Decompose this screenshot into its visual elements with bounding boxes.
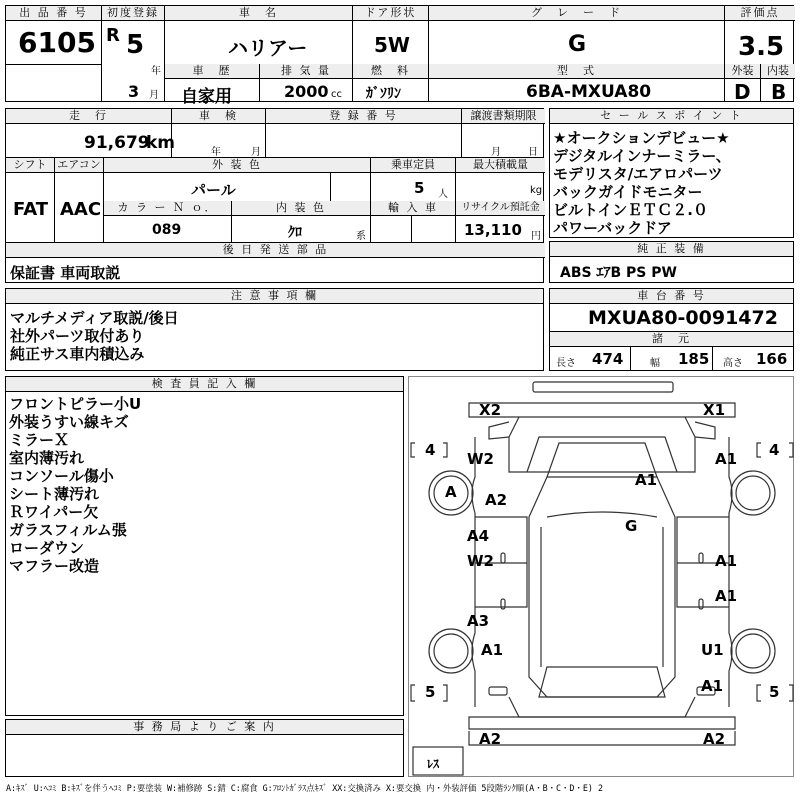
office-label: 事 務 局 よ り ご 案 内 bbox=[6, 720, 403, 735]
reg-no-label: 登 録 番 号 bbox=[266, 109, 461, 124]
caution-block bbox=[5, 288, 544, 371]
genuine-equipment-block bbox=[549, 241, 794, 283]
model-label: 型 式 bbox=[429, 64, 724, 79]
transfer-day-unit: 日 bbox=[528, 147, 538, 158]
sales-point: パワーバックドア bbox=[553, 219, 672, 237]
era: R bbox=[106, 25, 120, 46]
mark-a3: A3 bbox=[467, 612, 490, 630]
caution-item: 純正サス車内積込み bbox=[10, 345, 145, 363]
mark-u1: U1 bbox=[701, 641, 724, 659]
recycle-unit: 円 bbox=[531, 231, 541, 242]
inspector-item: 室内薄汚れ bbox=[9, 449, 85, 467]
mark-a2-bottom-left: A2 bbox=[479, 730, 502, 748]
mark-a-circle: A bbox=[445, 483, 457, 501]
length-label: 長さ bbox=[556, 358, 576, 369]
ac: AAC bbox=[60, 199, 102, 220]
sales-points-block bbox=[549, 108, 794, 238]
car-name-label: 車 名 bbox=[165, 6, 352, 21]
inspector-item: ガラスフィルム張 bbox=[9, 521, 127, 539]
inspector-item: 外装うすい線キズ bbox=[9, 413, 129, 431]
ext-color: パール bbox=[191, 181, 236, 199]
tire-tread-fr: 4 bbox=[769, 441, 780, 459]
office-block bbox=[5, 719, 404, 777]
history-label: 車 歴 bbox=[165, 64, 259, 79]
inspection-year-unit: 年 bbox=[211, 147, 221, 158]
shift-label: シフト bbox=[6, 158, 54, 173]
mileage-unit: km bbox=[146, 133, 176, 153]
caution-item: マルチメディア取説/後日 bbox=[10, 309, 179, 327]
sales-point: デジタルインナーミラー、 bbox=[553, 147, 731, 165]
inspector-list bbox=[9, 395, 141, 575]
year: 5 bbox=[126, 30, 145, 60]
caution-item: 社外パーツ取付あり bbox=[10, 327, 145, 345]
mark-a1-left-low: A1 bbox=[481, 641, 504, 659]
inspector-item: Ｒワイパー欠 bbox=[9, 503, 99, 521]
vehicle-info-block bbox=[5, 108, 544, 283]
caution-label: 注 意 事 項 欄 bbox=[6, 289, 543, 304]
mark-a1-right-1: A1 bbox=[715, 552, 738, 570]
fuel-label: 燃 料 bbox=[353, 64, 428, 79]
mark-w2-top: W2 bbox=[467, 450, 494, 468]
grade: G bbox=[568, 32, 587, 57]
model: 6BA-MXUA80 bbox=[526, 82, 652, 102]
score: 3.5 bbox=[738, 32, 785, 62]
max-load-label: 最大積載量 bbox=[456, 158, 545, 173]
door-label: ドア形状 bbox=[353, 6, 428, 21]
inspector-block bbox=[5, 376, 404, 716]
fuel: ｶﾞｿﾘﾝ bbox=[366, 86, 401, 102]
sales-point: モデリスタ/エアロパーツ bbox=[553, 165, 723, 183]
sales-points-list bbox=[553, 129, 731, 237]
chassis-block bbox=[549, 288, 794, 371]
door: 5W bbox=[374, 33, 410, 57]
mark-x1: X1 bbox=[703, 401, 726, 419]
lot-label: 出 品 番 号 bbox=[6, 6, 101, 21]
capacity-label: 乗車定員 bbox=[371, 158, 455, 173]
shift: FAT bbox=[13, 199, 49, 220]
mark-a2-bottom-right: A2 bbox=[703, 730, 726, 748]
history: 自家用 bbox=[181, 87, 232, 107]
mark-a1-right-2: A1 bbox=[715, 587, 738, 605]
mark-a2-left: A2 bbox=[485, 491, 508, 509]
dims-label: 諸 元 bbox=[550, 332, 793, 347]
ext-color-label: 外 装 色 bbox=[104, 158, 370, 173]
height-label: 高さ bbox=[723, 358, 743, 369]
capacity-unit: 人 bbox=[438, 189, 448, 200]
spare-tire-mark: ﾚｽ bbox=[427, 757, 440, 771]
displacement-label: 排 気 量 bbox=[260, 64, 352, 79]
chassis-number: MXUA80-0091472 bbox=[588, 307, 778, 329]
interior-label: 内装 bbox=[761, 64, 795, 79]
genuine-equipment: ABS ｴｱB PS PW bbox=[560, 265, 677, 281]
width-label: 幅 bbox=[650, 358, 660, 369]
inspector-item: ローダウン bbox=[9, 539, 85, 557]
color-no-label: カ ラ ー Ｎ ｏ． bbox=[104, 201, 231, 216]
mark-g: G bbox=[625, 517, 638, 535]
ac-label: エアコン bbox=[55, 158, 103, 173]
interior-score: B bbox=[771, 80, 787, 104]
header-block bbox=[5, 5, 794, 107]
mileage: 91,679 bbox=[84, 133, 150, 153]
later-parts: 保証書 車両取説 bbox=[10, 264, 121, 282]
mark-a1-roof: A1 bbox=[635, 471, 658, 489]
sales-point: ビルトインＥＴＣ２.０ bbox=[553, 201, 708, 219]
inspector-item: シート薄汚れ bbox=[9, 485, 100, 503]
later-parts-label: 後 日 発 送 部 品 bbox=[6, 243, 545, 258]
inspector-item: コンソール傷小 bbox=[9, 467, 114, 485]
inspector-label: 検 査 員 記 入 欄 bbox=[6, 377, 403, 392]
width: 185 bbox=[678, 350, 710, 368]
sales-point: ★オークションデビュー★ bbox=[553, 129, 730, 147]
length: 474 bbox=[592, 350, 624, 368]
score-label: 評価点 bbox=[725, 6, 795, 21]
sales-points-label: セ ー ル ス ポ イ ン ト bbox=[550, 109, 793, 124]
month: 3 bbox=[128, 82, 140, 101]
lot-number: 6105 bbox=[18, 26, 96, 59]
mark-a1-rear-right: A1 bbox=[701, 677, 724, 695]
genuine-label: 純 正 装 備 bbox=[550, 242, 793, 257]
recycle: 13,110 bbox=[464, 221, 522, 239]
chassis-label: 車 台 番 号 bbox=[550, 289, 793, 304]
mark-a4: A4 bbox=[467, 527, 490, 545]
mark-w2-side: W2 bbox=[467, 552, 494, 570]
inspection-month-unit: 月 bbox=[251, 147, 261, 158]
exterior-label: 外装 bbox=[725, 64, 760, 79]
height: 166 bbox=[756, 350, 788, 368]
legend: A:ｷｽﾞ U:ﾍｺﾐ B:ｷｽﾞを伴うﾍｺﾐ P:要塗装 W:補修跡 S:錆 C:腐食 G:ﾌﾛﾝﾄｶﾞﾗｽ点ｷｽﾞ XX:交換済み X:要交換 内・外装評価 5段階ﾗﾝｸ順(A・B・C・D・E) 2 bbox=[6, 783, 604, 793]
max-load-unit: kg bbox=[530, 185, 543, 196]
displacement-unit: cc bbox=[331, 89, 342, 100]
caution-list bbox=[10, 309, 179, 363]
sales-point: バックガイドモニター bbox=[553, 183, 703, 201]
int-color-label: 内 装 色 bbox=[232, 201, 370, 216]
displacement: 2000 bbox=[284, 82, 329, 101]
mark-a1-top-right: A1 bbox=[715, 450, 738, 468]
transfer-label: 譲渡書類期限 bbox=[462, 109, 545, 124]
tire-tread-rr: 5 bbox=[769, 683, 780, 701]
inspector-item: ミラーＸ bbox=[9, 431, 70, 449]
mark-x2: X2 bbox=[479, 401, 502, 419]
transfer-month-unit: 月 bbox=[491, 147, 501, 158]
car-name: ハリアー bbox=[228, 36, 308, 60]
tire-tread-rl: 5 bbox=[425, 683, 436, 701]
int-color: ｸﾛ bbox=[288, 225, 302, 241]
car-outline bbox=[409, 377, 795, 778]
exterior-score: D bbox=[734, 80, 751, 104]
recycle-label: リサイクル預託金 bbox=[456, 201, 545, 216]
inspector-item: マフラー改造 bbox=[9, 557, 100, 575]
mileage-label: 走 行 bbox=[6, 109, 171, 124]
year-unit: 年 bbox=[151, 66, 161, 77]
inspection-label: 車 検 bbox=[172, 109, 265, 124]
first-reg-label: 初度登録 bbox=[102, 6, 164, 21]
car-diagram bbox=[408, 376, 794, 777]
grade-label: グ レ ー ド bbox=[429, 6, 724, 21]
month-unit: 月 bbox=[149, 90, 159, 101]
tire-tread-fl: 4 bbox=[425, 441, 436, 459]
capacity: 5 bbox=[414, 179, 425, 197]
import-label: 輸 入 車 bbox=[371, 201, 455, 216]
int-color-unit: 系 bbox=[356, 231, 366, 242]
inspector-item: フロントピラー小U bbox=[9, 395, 142, 413]
color-no: 089 bbox=[152, 222, 182, 238]
